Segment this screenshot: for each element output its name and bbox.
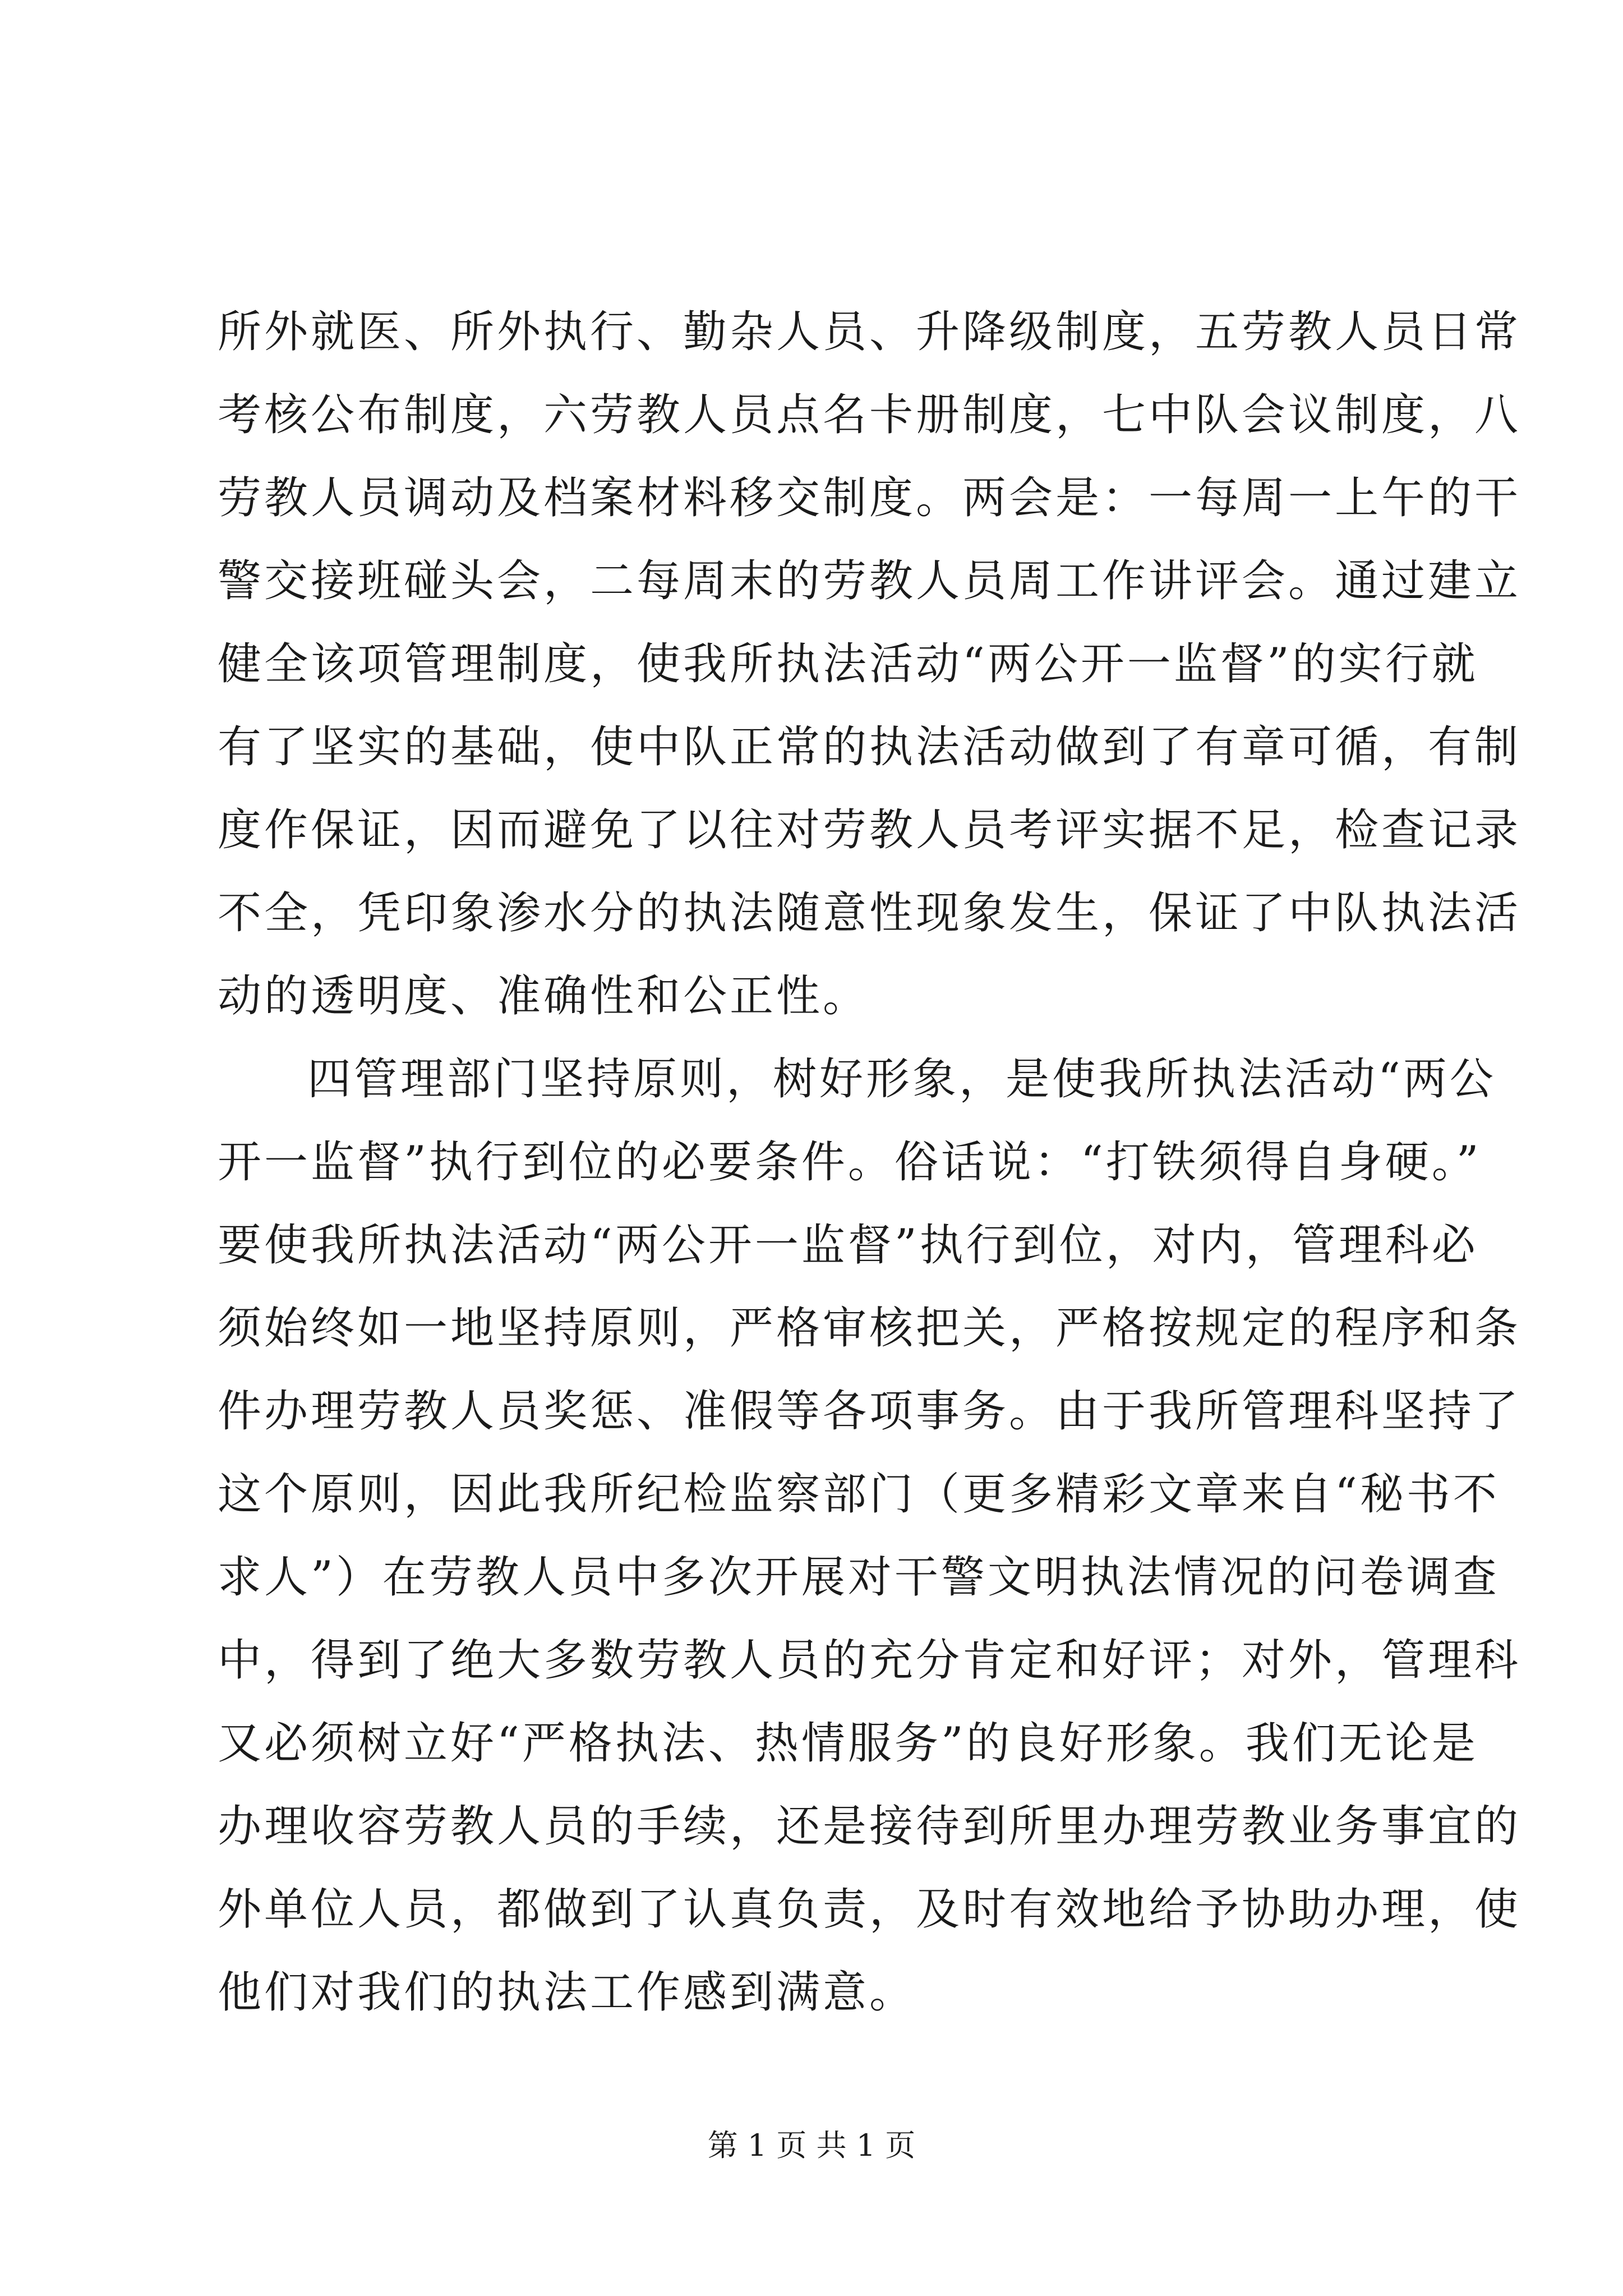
text-line: 又必须树立好“严格执法、热情服务”的良好形象。我们无论是 [218,1718,1478,1769]
text-line: 这个原则，因此我所纪检监察部门（更多精彩文章来自“秘书不 [218,1469,1500,1520]
text-line: 度作保证，因而避免了以往对劳教人员考评实据不足，检查记录 [218,805,1521,855]
text-line: 考核公布制度，六劳教人员点名卡册制度，七中队会议制度，八 [218,390,1521,440]
text-line: 件办理劳教人员奖惩、准假等各项事务。由于我所管理科坚持了 [218,1386,1521,1437]
text-line: 求人”）在劳教人员中多次开展对干警文明执法情况的问卷调查 [218,1552,1500,1603]
text-line: 他们对我们的执法工作感到满意。 [218,1967,916,2018]
body-text [218,291,1521,2034]
text-line: 有了坚实的基础，使中队正常的执法活动做到了有章可循，有制 [218,722,1521,772]
page-number: 第 1 页 共 1 页 [707,2128,916,2163]
text-line: 劳教人员调动及档案材料移交制度。两会是：一每周一上午的干 [218,473,1521,523]
text-line: 警交接班碰头会，二每周末的劳教人员周工作讲评会。通过建立 [218,556,1521,606]
text-line: 不全，凭印象渗水分的执法随意性现象发生，保证了中队执法活 [218,888,1521,938]
text-line: 动的透明度、准确性和公正性。 [218,971,870,1022]
text-line: 所外就医、所外执行、勤杂人员、升降级制度，五劳教人员日常 [218,307,1521,357]
text-line: 四管理部门坚持原则，树好形象，是使我所执法活动“两公 [307,1054,1496,1105]
paragraph-1 [218,291,1521,1038]
page-footer [0,2126,1623,2165]
text-line: 办理收容劳教人员的手续，还是接待到所里办理劳教业务事宜的 [218,1801,1521,1852]
paragraph-2 [218,1038,1521,2034]
text-line: 开一监督”执行到位的必要条件。俗话说：“打铁须得自身硬。” [218,1137,1482,1188]
text-line: 须始终如一地坚持原则，严格审核把关，严格按规定的程序和条 [218,1303,1521,1354]
text-line: 要使我所执法活动“两公开一监督”执行到位，对内，管理科必 [218,1220,1478,1271]
text-line: 健全该项管理制度，使我所执法活动“两公开一监督”的实行就 [218,639,1478,689]
text-line: 外单位人员，都做到了认真负责，及时有效地给予协助办理，使 [218,1884,1521,1935]
text-line: 中，得到了绝大多数劳教人员的充分肯定和好评；对外，管理科 [218,1635,1521,1686]
